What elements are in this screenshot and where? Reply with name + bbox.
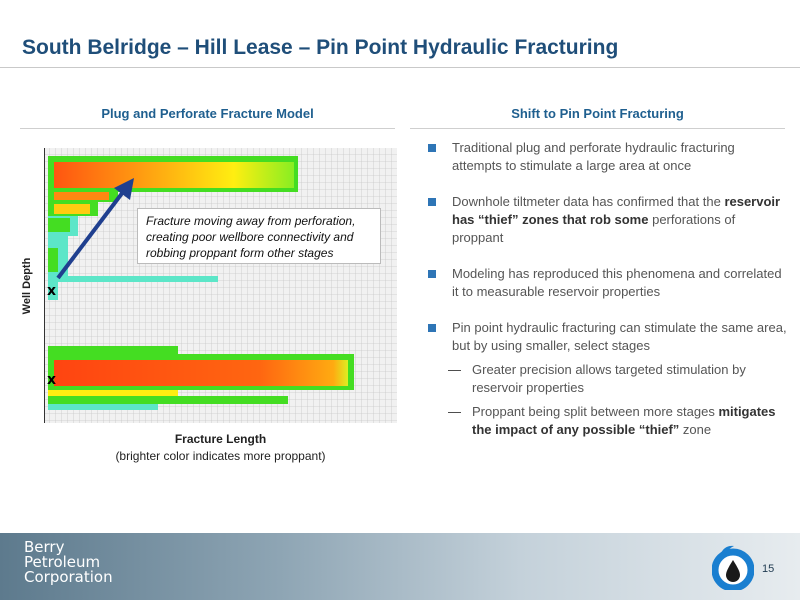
bullet-item: Traditional plug and perforate hydraulic fracturing attempts to stimulate a large area at once bbox=[428, 139, 788, 175]
x-axis-sublabel: (brighter color indicates more proppant) bbox=[115, 449, 326, 463]
left-column-heading: Plug and Perforate Fracture Model bbox=[20, 106, 395, 129]
page-number: 15 bbox=[762, 563, 775, 575]
footer-band bbox=[0, 533, 800, 600]
fracture-model-grid bbox=[44, 148, 397, 423]
bullet-square-icon bbox=[428, 270, 436, 278]
bullet-square-icon bbox=[428, 144, 436, 152]
title-divider bbox=[0, 67, 800, 68]
bullet-item: Pin point hydraulic fracturing can stimulate the same area, but by using smaller, select stages bbox=[428, 319, 788, 355]
oil-drop-logo-icon bbox=[712, 544, 754, 590]
right-column-heading: Shift to Pin Point Fracturing bbox=[410, 106, 785, 129]
fracture-model-svg bbox=[44, 148, 397, 423]
upper-perforation-marker: x bbox=[47, 283, 57, 299]
bullet-square-icon bbox=[428, 198, 436, 206]
bullet-item: Downhole tiltmeter data has confirmed that the reservoir has “thief” zones that rob some perforations of proppant bbox=[428, 193, 788, 247]
lower-perforation-marker: x bbox=[47, 372, 57, 388]
sub-bullet-item: — Greater precision allows targeted stimulation by reservoir properties bbox=[448, 362, 746, 395]
slide-title: South Belridge – Hill Lease – Pin Point Hydraulic Fracturing bbox=[22, 36, 619, 59]
company-logo-text: Berry Petroleum Corporation bbox=[24, 538, 113, 586]
fracture-callout: Fracture moving away from perforation, creating poor wellbore connectivity and robbing proppant form other stages bbox=[137, 208, 381, 264]
sub-bullet-item: — Proppant being split between more stages mitigates the impact of any possible “thief” zone bbox=[448, 404, 776, 437]
x-axis-label: Fracture Length bbox=[174, 432, 267, 446]
bullet-item: Modeling has reproduced this phenomena and correlated it to measurable reservoir properties bbox=[428, 265, 788, 301]
bullet-list bbox=[428, 139, 788, 439]
y-axis-label: Well Depth bbox=[21, 257, 33, 315]
bullet-square-icon bbox=[428, 324, 436, 332]
